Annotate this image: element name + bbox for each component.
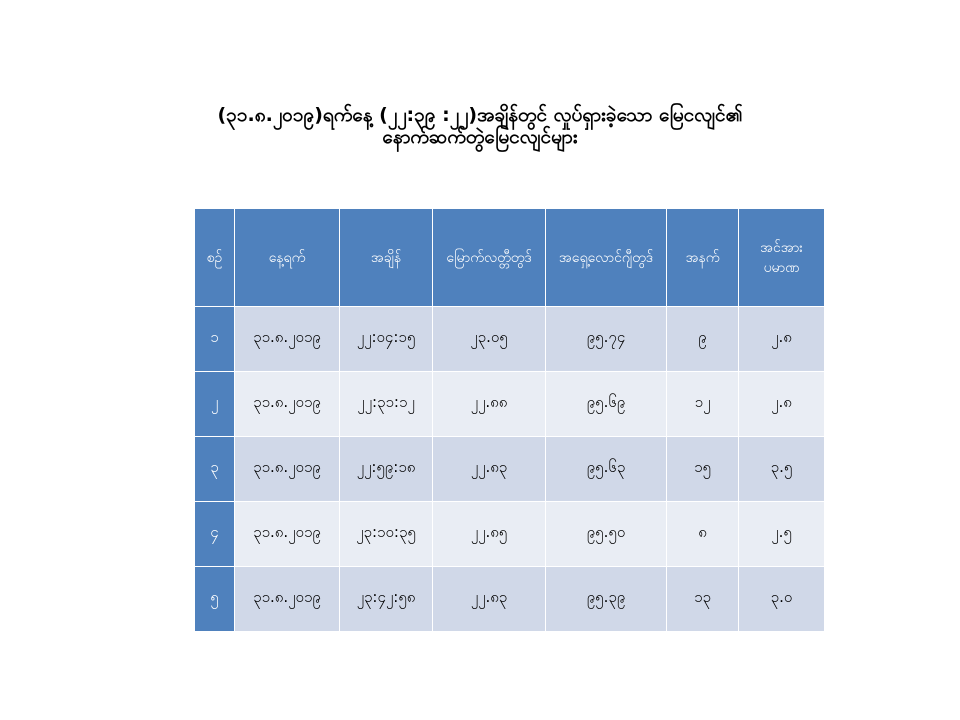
cell-depth: ၁၅ [667, 437, 739, 502]
cell-latitude: ၂၂.၈၃ [433, 437, 546, 502]
header-magnitude: အင်အားပမာဏ [739, 209, 825, 307]
cell-depth: ၁၃ [667, 567, 739, 632]
cell-time: ၂၃:၁၀:၃၅ [340, 502, 433, 567]
table-row [195, 372, 825, 437]
cell-date: ၃၁.၈.၂၀၁၉ [235, 437, 340, 502]
cell-magnitude: ၂.၈ [739, 307, 825, 372]
header-latitude: မြောက်လတ္တီတွဒ် [433, 209, 546, 307]
table-header-row [195, 209, 825, 307]
cell-serial: ၄ [195, 502, 235, 567]
cell-time: ၂၂:၀၄:၁၅ [340, 307, 433, 372]
cell-longitude: ၉၅.၃၉ [546, 567, 667, 632]
cell-depth: ၉ [667, 307, 739, 372]
header-date: နေ့ရက် [235, 209, 340, 307]
cell-latitude: ၂၃.၀၅ [433, 307, 546, 372]
aftershock-table [194, 208, 825, 632]
cell-longitude: ၉၅.၇၄ [546, 307, 667, 372]
cell-serial: ၂ [195, 372, 235, 437]
header-longitude: အရှေ့လောင်ဂျီတွဒ် [546, 209, 667, 307]
cell-depth: ၁၂ [667, 372, 739, 437]
header-time: အချိန် [340, 209, 433, 307]
table-row [195, 502, 825, 567]
cell-longitude: ၉၅.၆၃ [546, 437, 667, 502]
slide-title [0, 104, 960, 148]
table-row [195, 307, 825, 372]
cell-serial: ၁ [195, 307, 235, 372]
cell-magnitude: ၃.၅ [739, 437, 825, 502]
title-line-1: (၃၁.၈.၂၀၁၉)ရက်နေ့ (၂၂:၃၉ :၂၂)အချိန်တွင် လှုပ်ရှားခဲ့သော မြေငလျင်၏ [217, 104, 743, 126]
title-line-2: နောက်ဆက်တွဲမြေငလျင်များ [382, 126, 578, 148]
table-row [195, 567, 825, 632]
cell-time: ၂၃:၄၂:၅၈ [340, 567, 433, 632]
cell-longitude: ၉၅.၆၉ [546, 372, 667, 437]
header-depth: အနက် [667, 209, 739, 307]
cell-magnitude: ၃.၀ [739, 567, 825, 632]
cell-depth: ၈ [667, 502, 739, 567]
cell-date: ၃၁.၈.၂၀၁၉ [235, 307, 340, 372]
cell-latitude: ၂၂.၈၈ [433, 372, 546, 437]
cell-magnitude: ၂.၈ [739, 372, 825, 437]
cell-time: ၂၂:၅၉:၁၈ [340, 437, 433, 502]
table-row [195, 437, 825, 502]
cell-date: ၃၁.၈.၂၀၁၉ [235, 567, 340, 632]
cell-latitude: ၂၂.၈၅ [433, 502, 546, 567]
cell-longitude: ၉၅.၅၀ [546, 502, 667, 567]
cell-serial: ၅ [195, 567, 235, 632]
cell-date: ၃၁.၈.၂၀၁၉ [235, 372, 340, 437]
header-serial: စဉ် [195, 209, 235, 307]
cell-serial: ၃ [195, 437, 235, 502]
cell-date: ၃၁.၈.၂၀၁၉ [235, 502, 340, 567]
cell-time: ၂၂:၃၁:၁၂ [340, 372, 433, 437]
cell-magnitude: ၂.၅ [739, 502, 825, 567]
cell-latitude: ၂၂.၈၃ [433, 567, 546, 632]
